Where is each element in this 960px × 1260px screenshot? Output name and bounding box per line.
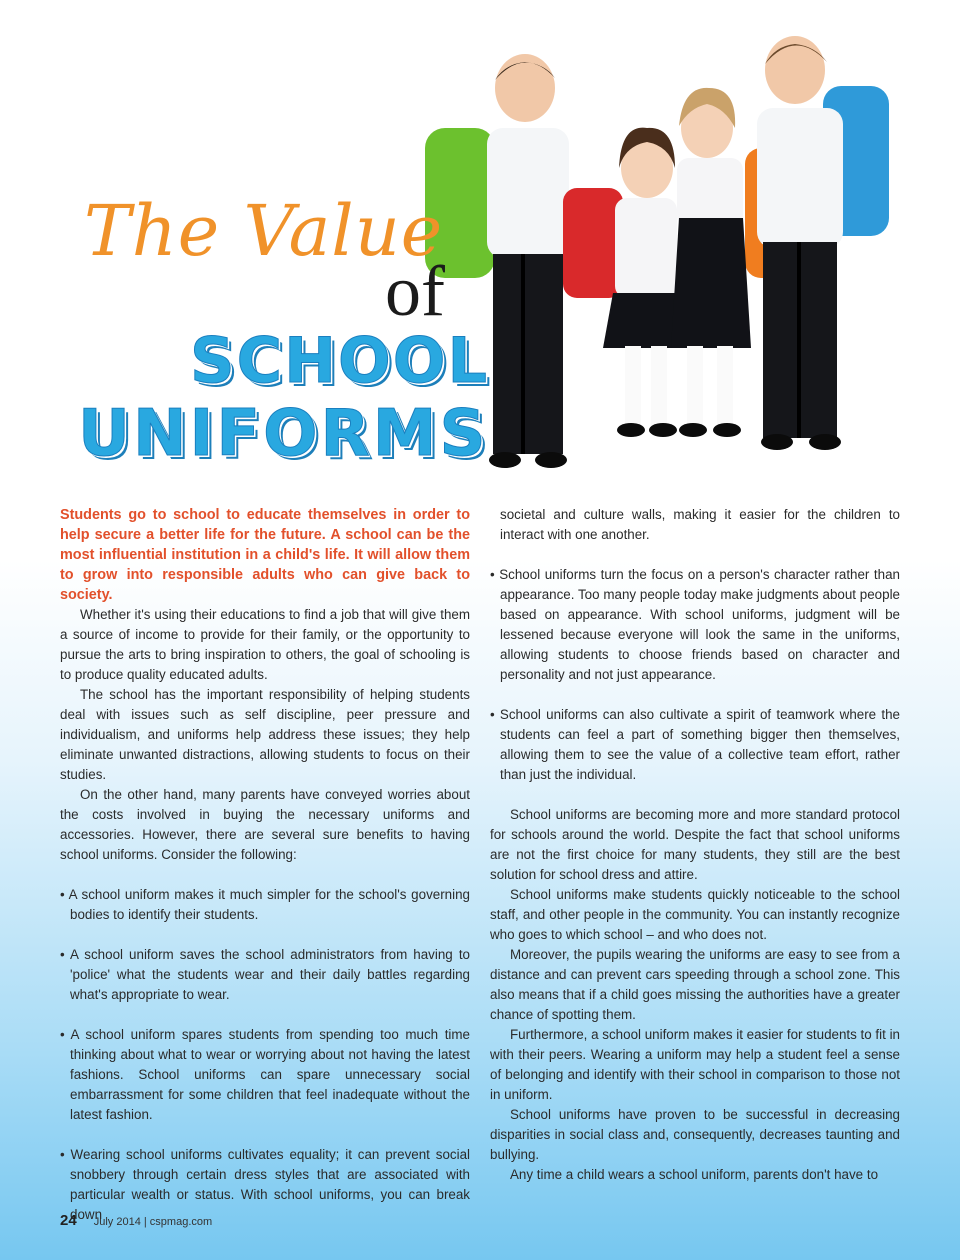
issue-info: July 2014 | cspmag.com [93, 1216, 213, 1228]
bullet-item: • A school uniform saves the school administrators from having to 'police' what the students wear and their daily battles regarding what's appropriate to wear. [60, 947, 470, 1002]
body-paragraph: School uniforms make students quickly noticeable to the school staff, and other people in the community. You can instantly recognize who goes to which school – and who does not. [490, 887, 900, 942]
title-of: of [385, 251, 445, 331]
body-paragraph: Moreover, the pupils wearing the uniforms are easy to see from a distance and can prevent cars speeding through a school zone. This also means that if a child goes missing the authorities have a greater chance of spotting them. [490, 947, 900, 1022]
hero-section [0, 0, 960, 490]
page-footer [60, 1212, 212, 1229]
body-paragraph: The school has the important responsibility of helping students deal with issues such as self discipline, peer pressure and individualism, and uniforms help address these issues; they help eliminate unwanted distractions, allowing students to focus on their studies. [60, 687, 470, 782]
title-uniforms: UNIFORMS [78, 397, 489, 471]
page-number: 24 [60, 1212, 77, 1229]
girl-right-figure [671, 88, 751, 437]
body-paragraph: Whether it's using their educations to find a job that will give them a source of income to provide for their family, or the opportunity to pursue the arts to bring inspiration to others, the goal of schooling is to produce quality educated adults. [60, 607, 470, 682]
body-paragraph: On the other hand, many parents have conveyed worries about the costs involved in buying the necessary uniforms and accessories. However, there are several sure benefits to having school uniforms. Consider the following: [60, 787, 470, 862]
title-the-value: The Value [84, 190, 444, 272]
bullet-item: • A school uniform spares students from spending too much time thinking about what to wear or worrying about not having the latest fashions. School uniforms can spare unnecessary social embarrassment for some children that feel inadequate without the latest fashion. [60, 1027, 470, 1122]
body-paragraph: School uniforms have proven to be successful in decreasing disparities in social class and, consequently, decreases taunting and bullying. [490, 1107, 900, 1162]
left-column [60, 505, 470, 1225]
bullet-item: • Wearing school uniforms cultivates equality; it can prevent social snobbery through certain dress styles that are associated with particular wealth or status. With school uniforms, you can break down [60, 1147, 470, 1222]
body-paragraph: School uniforms are becoming more and more standard protocol for schools around the world. Despite the fact that school uniforms are not the first choice for many students, they still are the best solution for school dress and attire. [490, 807, 900, 882]
body-paragraph: societal and culture walls, making it easier for the children to interact with one another. [500, 507, 900, 542]
children-photo [425, 28, 905, 498]
bullet-item: • School uniforms can also cultivate a spirit of teamwork where the students can feel a part of something bigger then themselves, allowing them to see the value of a collective team effort, rather than just the individual. [490, 707, 900, 782]
title-school: SCHOOL [190, 324, 489, 397]
bullet-item: • A school uniform makes it much simpler for the school's governing bodies to identify their students. [60, 887, 470, 922]
right-column [490, 505, 900, 1185]
bullet-item: • School uniforms turn the focus on a person's character rather than appearance. Too many people today make judgments about people based on appearance. With school uniforms, judgment will be lessened because everyone will look the same in the uniforms, allowing students to choose friends based on character and personality and not just appearance. [490, 567, 900, 682]
lead-paragraph: Students go to school to educate themselves in order to help secure a better life for the future. A school can be the most influential institution in a child's life. It will allow them to grow into responsible adults who can give back to society. [60, 507, 470, 603]
body-paragraph: Furthermore, a school uniform makes it easier for students to fit in with their peers. Wearing a uniform may help a student feel a sense of belonging and identify with their school in comparison to those not in uniform. [490, 1027, 900, 1102]
body-paragraph: Any time a child wears a school uniform, parents don't have to [510, 1167, 879, 1182]
